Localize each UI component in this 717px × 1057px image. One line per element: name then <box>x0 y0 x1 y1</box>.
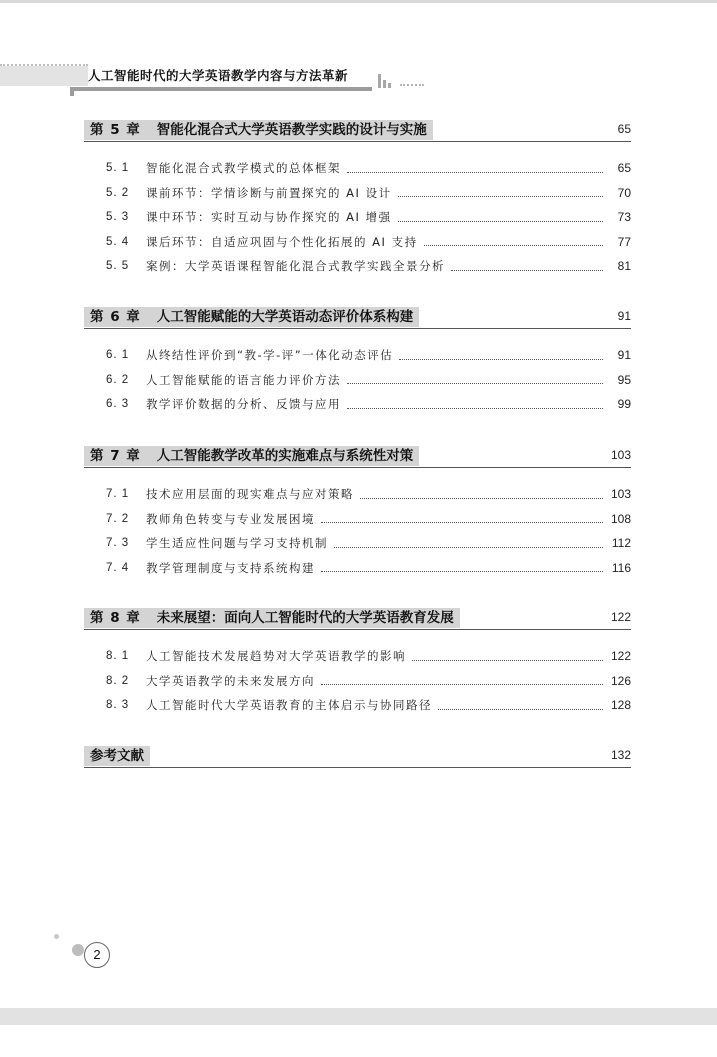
section-number: 5. 3 <box>106 211 130 224</box>
top-border <box>0 0 717 3</box>
header-bars-ornament <box>378 72 391 88</box>
chapter-number: 第 5 章 <box>90 122 141 138</box>
chapter-rule <box>84 328 631 329</box>
toc-entry[interactable] <box>84 482 631 507</box>
section-page: 81 <box>617 259 631 274</box>
section-title: 学生适应性问题与学习支持机制 <box>146 536 328 551</box>
chapter-8 <box>84 608 631 718</box>
references-label <box>84 746 150 766</box>
dot-leader <box>321 676 603 685</box>
dot-leader <box>412 652 603 661</box>
section-page: 99 <box>617 397 631 412</box>
section-title: 课中环节：实时互动与协作探究的 AI 增强 <box>146 210 392 225</box>
section-number: 5. 4 <box>106 235 130 248</box>
chapter-title: 人工智能教学改革的实施难点与系统性对策 <box>156 448 414 464</box>
toc-entry[interactable] <box>84 205 631 230</box>
dot-leader <box>321 514 603 523</box>
dot-leader <box>424 237 603 246</box>
running-header-title: 人工智能时代的大学英语教学内容与方法革新 <box>88 68 349 83</box>
toc-entry[interactable] <box>84 644 631 669</box>
header-rule-tick <box>70 87 74 96</box>
section-title: 教师角色转变与专业发展困境 <box>146 511 315 526</box>
chapter-rule <box>84 629 631 630</box>
toc-entry[interactable] <box>84 181 631 206</box>
section-page: 65 <box>617 161 631 176</box>
section-number: 6. 1 <box>106 349 130 362</box>
header-band <box>0 66 88 86</box>
dot-leader <box>398 188 603 197</box>
section-page: 126 <box>610 673 631 688</box>
page-number-ornament <box>72 944 84 956</box>
chapter-number: 第 6 章 <box>90 309 141 325</box>
section-page: 95 <box>617 372 631 387</box>
toc-entry[interactable] <box>84 368 631 393</box>
section-page: 128 <box>610 698 631 713</box>
references-heading[interactable] <box>84 746 631 768</box>
dot-leader <box>347 375 603 384</box>
section-title: 智能化混合式教学模式的总体框架 <box>146 161 341 176</box>
section-title: 教学管理制度与支持系统构建 <box>146 560 315 575</box>
section-page: 122 <box>610 649 631 664</box>
chapter-heading[interactable] <box>84 446 631 468</box>
section-title: 人工智能时代大学英语教育的主体启示与协同路径 <box>146 698 432 713</box>
section-list <box>84 156 631 279</box>
chapter-rule <box>84 141 631 142</box>
chapter-number: 第 7 章 <box>90 448 141 464</box>
chapter-label <box>84 446 419 466</box>
chapter-page: 103 <box>610 448 631 462</box>
header-dotted-tail <box>400 84 424 86</box>
dot-leader <box>334 539 603 548</box>
chapter-page: 91 <box>617 309 631 323</box>
section-page: 91 <box>617 348 631 363</box>
section-page: 108 <box>610 511 631 526</box>
section-page: 77 <box>617 234 631 249</box>
dot-leader <box>451 262 603 271</box>
references <box>84 746 631 768</box>
references-rule <box>84 767 631 768</box>
toc-entry[interactable] <box>84 556 631 581</box>
section-title: 人工智能技术发展趋势对大学英语教学的影响 <box>146 649 406 664</box>
section-list <box>84 482 631 580</box>
chapter-heading[interactable] <box>84 307 631 329</box>
section-title: 技术应用层面的现实难点与应对策略 <box>146 487 354 502</box>
toc-entry[interactable] <box>84 230 631 255</box>
section-number: 8. 2 <box>106 674 130 687</box>
toc-entry[interactable] <box>84 669 631 694</box>
section-page: 112 <box>611 536 631 551</box>
toc-entry[interactable] <box>84 392 631 417</box>
section-number: 8. 3 <box>106 699 130 712</box>
section-number: 7. 4 <box>106 561 130 574</box>
toc-entry[interactable] <box>84 254 631 279</box>
section-title: 从终结性评价到“教-学-评”一体化动态评估 <box>146 348 394 363</box>
dot-leader <box>347 400 603 409</box>
header-rule <box>70 87 372 91</box>
references-page: 132 <box>610 748 631 762</box>
chapter-title: 智能化混合式大学英语教学实践的设计与实施 <box>156 122 427 138</box>
bottom-band <box>0 1008 717 1025</box>
chapter-page: 65 <box>617 122 631 136</box>
chapter-page: 122 <box>610 610 631 624</box>
section-page: 103 <box>610 487 631 502</box>
chapter-rule <box>84 467 631 468</box>
section-page: 73 <box>617 210 631 225</box>
section-number: 6. 2 <box>106 373 130 386</box>
section-number: 5. 1 <box>106 162 130 175</box>
chapter-number: 第 8 章 <box>90 610 141 626</box>
chapter-5 <box>84 120 631 279</box>
toc-entry[interactable] <box>84 156 631 181</box>
dot-leader <box>398 213 603 222</box>
toc-entry[interactable] <box>84 343 631 368</box>
toc-entry[interactable] <box>84 507 631 532</box>
dot-leader <box>399 351 603 360</box>
section-number: 7. 1 <box>106 488 130 501</box>
chapter-heading[interactable] <box>84 608 631 630</box>
chapter-heading[interactable] <box>84 120 631 142</box>
dot-leader <box>438 701 603 710</box>
section-number: 7. 2 <box>106 512 130 525</box>
dot-leader <box>347 164 603 173</box>
section-number: 7. 3 <box>106 537 130 550</box>
chapter-label <box>84 608 460 628</box>
section-title: 大学英语教学的未来发展方向 <box>146 673 315 688</box>
section-number: 6. 3 <box>106 398 130 411</box>
chapter-6 <box>84 307 631 417</box>
chapter-label <box>84 307 419 327</box>
section-list <box>84 644 631 718</box>
section-title: 案例：大学英语课程智能化混合式教学实践全景分析 <box>146 259 445 274</box>
section-title: 教学评价数据的分析、反馈与应用 <box>146 397 341 412</box>
section-number: 8. 1 <box>106 650 130 663</box>
dot-leader <box>321 563 603 572</box>
references-title: 参考文献 <box>90 748 144 764</box>
section-title: 课后环节：自适应巩固与个性化拓展的 AI 支持 <box>146 234 418 249</box>
chapter-title: 人工智能赋能的大学英语动态评价体系构建 <box>156 309 414 325</box>
toc-entry[interactable] <box>84 531 631 556</box>
chapter-title: 未来展望：面向人工智能时代的大学英语教育发展 <box>156 610 454 626</box>
section-number: 5. 2 <box>106 186 130 199</box>
chapter-label <box>84 120 433 140</box>
section-title: 人工智能赋能的语言能力评价方法 <box>146 372 341 387</box>
section-number: 5. 5 <box>106 260 130 273</box>
chapter-7 <box>84 446 631 580</box>
toc-entry[interactable] <box>84 693 631 718</box>
page-number: 2 <box>84 942 110 968</box>
page-number-ornament <box>54 934 59 939</box>
section-list <box>84 343 631 417</box>
section-page: 70 <box>617 185 631 200</box>
section-page: 116 <box>611 560 631 575</box>
dot-leader <box>360 490 603 499</box>
section-title: 课前环节：学情诊断与前置探究的 AI 设计 <box>146 185 392 200</box>
